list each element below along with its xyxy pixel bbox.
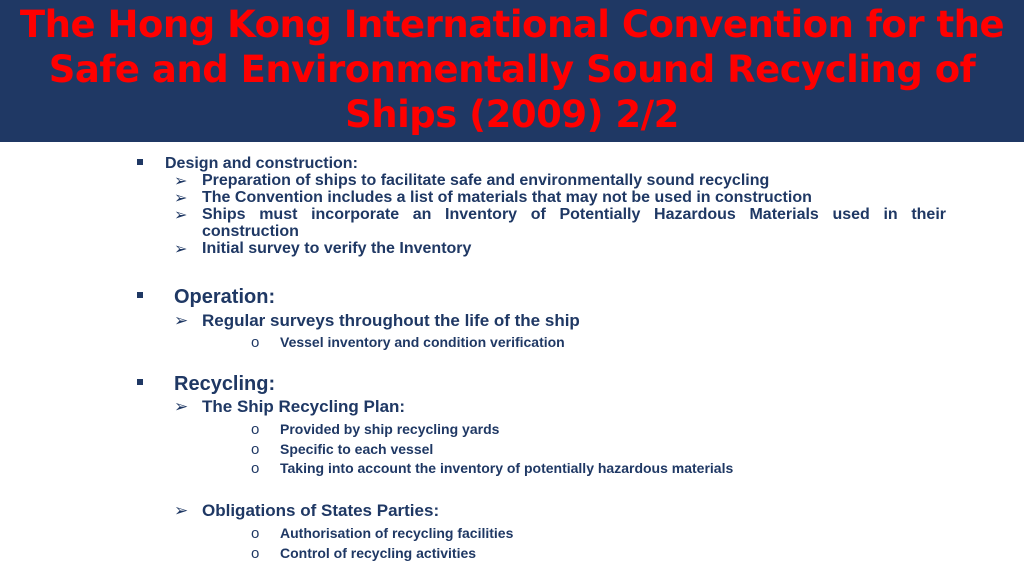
title-line: The Hong Kong International Convention for the bbox=[19, 3, 1005, 46]
circle-bullet-icon: o bbox=[251, 441, 260, 458]
recycling-plan-subitem: Taking into account the inventory of potentially hazardous materials bbox=[280, 460, 734, 476]
arrow-bullet-icon: ➢ bbox=[174, 205, 188, 224]
recycling-heading: Recycling: bbox=[174, 373, 276, 395]
operation-heading: Operation: bbox=[174, 286, 276, 308]
square-bullet-icon bbox=[137, 292, 143, 298]
recycling-plan-subitem: Provided by ship recycling yards bbox=[280, 421, 500, 437]
slide-title bbox=[0, 2, 1024, 137]
arrow-bullet-icon: ➢ bbox=[174, 171, 188, 190]
circle-bullet-icon: o bbox=[251, 421, 260, 438]
arrow-bullet-icon: ➢ bbox=[174, 311, 189, 331]
design-item: The Convention includes a list of materials that may not be used in construction bbox=[202, 189, 812, 206]
obligations-subitem: Control of recycling activities bbox=[280, 545, 477, 561]
operation-subitem: Vessel inventory and condition verification bbox=[280, 334, 565, 350]
recycling-plan-subitem: Specific to each vessel bbox=[280, 441, 434, 457]
arrow-bullet-icon: ➢ bbox=[174, 188, 188, 207]
circle-bullet-icon: o bbox=[251, 334, 260, 351]
header-bar bbox=[0, 0, 1024, 142]
square-bullet-icon bbox=[137, 159, 143, 165]
circle-bullet-icon: o bbox=[251, 525, 260, 542]
operation-item: Regular surveys throughout the life of the ship bbox=[202, 311, 580, 330]
obligations-label: Obligations of States Parties: bbox=[202, 501, 440, 520]
title-line: Ships (2009) 2/2 bbox=[345, 93, 679, 136]
title-line: Safe and Environmentally Sound Recycling of bbox=[48, 48, 976, 91]
circle-bullet-icon: o bbox=[251, 545, 260, 562]
arrow-bullet-icon: ➢ bbox=[174, 397, 189, 417]
design-item: Initial survey to verify the Inventory bbox=[202, 240, 472, 257]
square-bullet-icon bbox=[137, 379, 143, 385]
circle-bullet-icon: o bbox=[251, 460, 260, 477]
design-heading: Design and construction: bbox=[165, 155, 358, 172]
recycling-plan-label: The Ship Recycling Plan: bbox=[202, 397, 406, 416]
design-item: Ships must incorporate an Inventory of Potentially Hazardous Materials used in their construction bbox=[202, 206, 946, 240]
arrow-bullet-icon: ➢ bbox=[174, 501, 189, 521]
arrow-bullet-icon: ➢ bbox=[174, 239, 188, 258]
design-item: Preparation of ships to facilitate safe and environmentally sound recycling bbox=[202, 172, 770, 189]
obligations-subitem: Authorisation of recycling facilities bbox=[280, 525, 514, 541]
